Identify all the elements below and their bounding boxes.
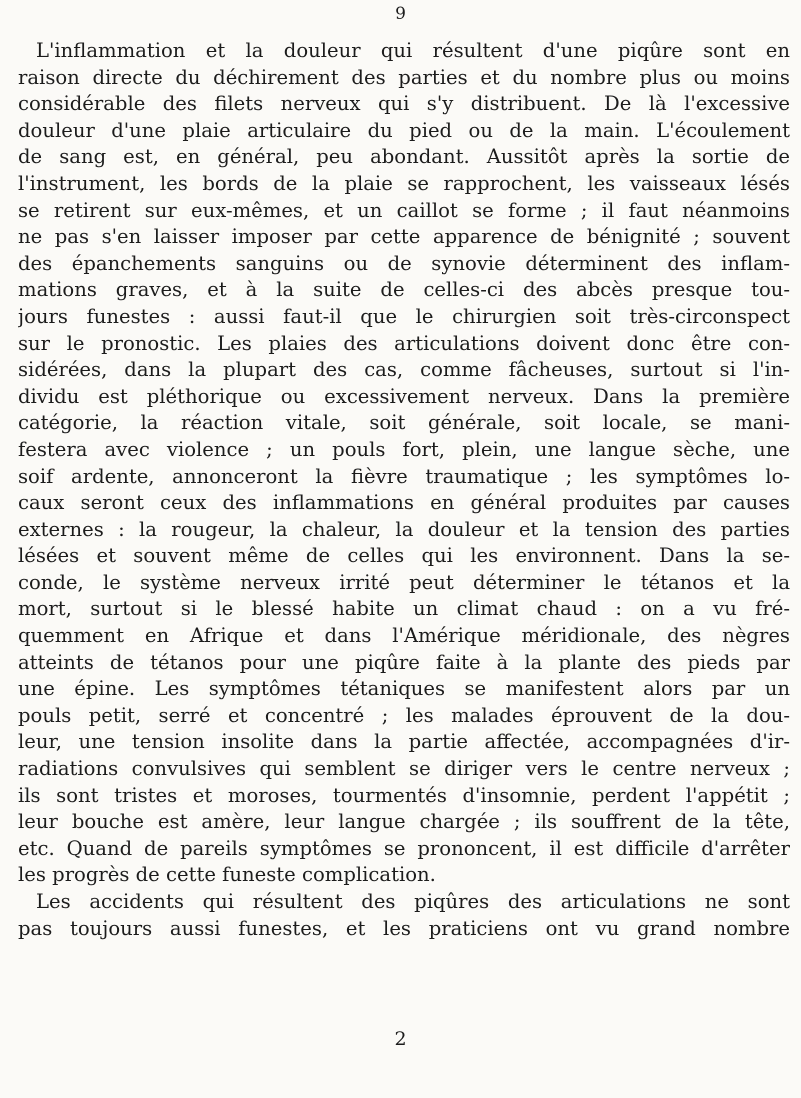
text-line: pas toujours aussi funestes, et les praticiens ont vu grand nombre xyxy=(18,916,790,940)
text-line: une épine. Les symptômes tétaniques se manifestent alors par un xyxy=(18,677,790,701)
text-line: leur bouche est amère, leur langue chargée ; ils souffrent de la tête, xyxy=(18,810,790,834)
text-line: des épanchements sanguins ou de synovie déterminent des inflam- xyxy=(18,251,790,275)
text-line: externes : la rougeur, la chaleur, la douleur et la tension des parties xyxy=(18,517,790,541)
text-line: douleur d'une plaie articulaire du pied ou de la main. L'écoulement xyxy=(18,118,790,142)
text-line: sidérées, dans la plupart des cas, comme fâcheuses, surtout si l'in- xyxy=(18,358,790,382)
text-line: Les accidents qui résultent des piqûres des articulations ne sont xyxy=(36,890,790,913)
text-line: caux seront ceux des inflammations en général produites par causes xyxy=(18,491,790,515)
text-line: L'inflammation et la douleur qui résultent d'une piqûre sont en xyxy=(36,39,790,62)
text-line: jours funestes : aussi faut-il que le chirurgien soit très-circonspect xyxy=(18,304,790,328)
body-text xyxy=(18,38,790,942)
text-line: conde, le système nerveux irrité peut déterminer le tétanos et la xyxy=(18,570,790,594)
page-number: 9 xyxy=(395,4,406,24)
text-line: dividu est pléthorique ou excessivement nerveux. Dans la première xyxy=(18,384,790,408)
text-line: les progrès de cette funeste complication. xyxy=(18,863,436,887)
text-line: pouls petit, serré et concentré ; les malades éprouvent de la dou- xyxy=(18,703,790,727)
text-line: catégorie, la réaction vitale, soit générale, soit locale, se mani- xyxy=(18,411,790,435)
text-line: l'instrument, les bords de la plaie se rapprochent, les vaisseaux lésés xyxy=(18,171,790,195)
text-line: mations graves, et à la suite de celles-ci des abcès presque tou- xyxy=(18,278,790,302)
text-line: atteints de tétanos pour une piqûre faite à la plante des pieds par xyxy=(18,650,790,674)
text-line: festera avec violence ; un pouls fort, plein, une langue sèche, une xyxy=(18,437,790,461)
signature-mark: 2 xyxy=(394,1028,407,1050)
text-line: quemment en Afrique et dans l'Amérique méridionale, des nègres xyxy=(18,624,790,648)
text-line: ils sont tristes et moroses, tourmentés d'insomnie, perdent l'appétit ; xyxy=(18,783,790,807)
text-line: radiations convulsives qui semblent se diriger vers le centre nerveux ; xyxy=(18,757,790,781)
text-line: etc. Quand de pareils symptômes se prononcent, il est difficile d'arrêter xyxy=(18,836,790,860)
text-line: raison directe du déchirement des parties et du nombre plus ou moins xyxy=(18,65,790,89)
text-line: lésées et souvent même de celles qui les environnent. Dans la se- xyxy=(18,544,790,568)
text-line: mort, surtout si le blessé habite un climat chaud : on a vu fré- xyxy=(18,597,790,621)
text-line: soif ardente, annonceront la fièvre traumatique ; les symptômes lo- xyxy=(18,464,790,488)
text-line: considérable des filets nerveux qui s'y distribuent. De là l'excessive xyxy=(18,92,790,116)
text-line: se retirent sur eux-mêmes, et un caillot se forme ; il faut néanmoins xyxy=(18,198,790,222)
text-line: sur le pronostic. Les plaies des articulations doivent donc être con- xyxy=(18,331,790,355)
text-line: ne pas s'en laisser imposer par cette apparence de bénignité ; souvent xyxy=(18,225,790,249)
text-line: leur, une tension insolite dans la partie affectée, accompagnées d'ir- xyxy=(18,730,790,754)
text-line: de sang est, en général, peu abondant. Aussitôt après la sortie de xyxy=(18,145,790,169)
